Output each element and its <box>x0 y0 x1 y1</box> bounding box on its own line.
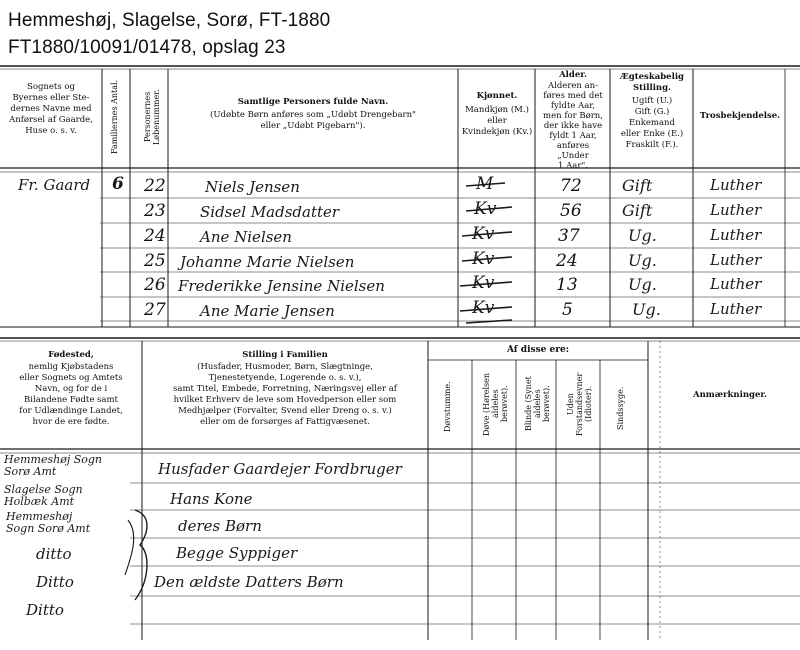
header-dove: Døve (Hørelsen aldeles berøvet). <box>482 372 509 436</box>
row-alder: 24 <box>556 251 578 271</box>
row-fodested: Hemmeshøj Sogn Sorø Amt <box>6 510 91 535</box>
row-tro: Luther <box>710 201 762 219</box>
archive-caption-line2: FT1880/10091/01478, opslag 23 <box>8 37 286 58</box>
row-stilling-familien: Begge Syppiger <box>176 544 298 562</box>
row-alder: 72 <box>560 176 582 196</box>
header-fodested-note: nemlig Kjøbstadens eller Sognets og Amtets Navn, og for de i Bilandene Fødte samt for Udlændinge Landet, hvor de ere fødte. <box>19 362 123 427</box>
row-stilling: Ug. <box>628 226 657 245</box>
row-tro: Luther <box>710 176 762 194</box>
row-kjon: M <box>476 174 494 194</box>
row-kjon: Kv <box>472 224 495 244</box>
row-tro: Luther <box>710 275 762 293</box>
header-navn: Samtlige Personers fulde Navn. <box>237 97 389 107</box>
header-uden-forstandsevner: Uden Forstandsevner (Idioter). <box>566 372 593 436</box>
header-dovstumme: Døvstumme. <box>443 381 452 433</box>
row-alder: 5 <box>562 300 573 320</box>
row-nr: 27 <box>144 300 166 320</box>
row-alder: 13 <box>556 275 578 295</box>
header-familie: Familiernes Antal. <box>110 79 119 155</box>
header-navn-note: (Udøbte Børn anføres som „Udøbt Drengebarn" eller „Udøbt Pigebarn"). <box>210 110 416 131</box>
row-fodested: ditto <box>36 545 72 563</box>
header-alder: Alder. <box>559 70 587 80</box>
row-stilling: Ug. <box>628 251 657 270</box>
header-stilling-familien-note: (Husfader, Husmoder, Børn, Slægtninge, Tjenestetyende, Logerende o. s. v.), samt Titel, Embede, Forretning, Næringsvej eller af hvilket Erhverv de leve som Hovedperson eller som Medhjælper (Forvalter, Svend eller Dreng o. s. v.) eller om de forsørges af Fattigvæsenet. <box>173 362 397 427</box>
row-stilling: Ug. <box>628 275 657 294</box>
row-navn: Johanne Marie Nielsen <box>180 253 355 271</box>
row-kjon: Kv <box>472 298 495 318</box>
row-tro: Luther <box>710 300 762 318</box>
row-nr: 24 <box>144 226 166 246</box>
header-fodested: Fødested, <box>48 350 94 360</box>
row-fodested: Ditto <box>26 601 64 619</box>
header-tro: Trosbekjendelse. <box>699 111 781 121</box>
row-nr: 25 <box>144 251 166 271</box>
row-navn: Niels Jensen <box>205 178 300 196</box>
row-nr: 22 <box>144 176 166 196</box>
header-sindssyge: Sindssyge. <box>616 386 625 430</box>
row-stilling-familien: Husfader Gaardejer Fordbruger <box>158 460 402 478</box>
row-alder: 56 <box>560 201 582 221</box>
row-fam: 6 <box>112 174 124 194</box>
row-fodested: Ditto <box>36 573 74 591</box>
row-kjon: Kv <box>474 199 497 219</box>
row-stilling: Gift <box>622 176 653 195</box>
row-fodested: Hemmeshøj Sogn Sorø Amt <box>4 453 103 478</box>
header-sogn: Sognets og Byernes eller Ste- dernes Navne med Anførsel af Gaarde, Huse o. s. v. <box>9 82 93 136</box>
row-tro: Luther <box>710 251 762 269</box>
row-kjon: Kv <box>472 249 495 269</box>
row-sogn: Fr. Gaard <box>18 176 91 194</box>
header-stilling: Ægteskabelig Stilling. <box>619 72 684 93</box>
header-alder-note: Alderen an- føres med det fyldte Aar, men for Børn, der ikke have fyldt 1 Aar, anføres „Under 1 Aar". <box>543 81 603 171</box>
header-kjon-note: Mandkjøn (M.) eller Kvindekjøn (Kv.) <box>461 105 533 137</box>
row-navn: Frederikke Jensine Nielsen <box>178 277 385 295</box>
row-nr: 23 <box>144 201 166 221</box>
archive-caption-line1: Hemmeshøj, Slagelse, Sorø, FT-1880 <box>8 10 331 31</box>
header-anmaerkninger: Anmærkninger. <box>692 390 768 400</box>
header-af-disse: Af disse ere: <box>506 345 570 355</box>
header-lobenummer: Personernes Løbenummer. <box>143 89 161 145</box>
row-stilling-familien: deres Børn <box>178 517 262 535</box>
header-kjon: Kjønnet. <box>476 91 518 101</box>
row-tro: Luther <box>710 226 762 244</box>
row-navn: Ane Nielsen <box>200 228 292 246</box>
header-stilling-note: Ugift (U.) Gift (G.) Enkemand eller Enke (E.) Fraskilt (F.). <box>620 96 684 150</box>
row-fodested: Slagelse Sogn Holbæk Amt <box>4 483 83 508</box>
header-stilling-familien: Stilling i Familien <box>242 350 328 360</box>
row-stilling: Gift <box>622 201 653 220</box>
header-blinde: Blinde (Synet aldeles berøvet). <box>524 376 551 432</box>
row-stilling: Ug. <box>632 300 661 319</box>
row-stilling-familien: Hans Kone <box>170 490 253 508</box>
row-nr: 26 <box>144 275 166 295</box>
row-navn: Ane Marie Jensen <box>200 302 335 320</box>
row-stilling-familien: Den ældste Datters Børn <box>154 573 344 591</box>
row-alder: 37 <box>558 226 580 246</box>
row-navn: Sidsel Madsdatter <box>200 203 340 221</box>
row-kjon: Kv <box>472 273 495 293</box>
